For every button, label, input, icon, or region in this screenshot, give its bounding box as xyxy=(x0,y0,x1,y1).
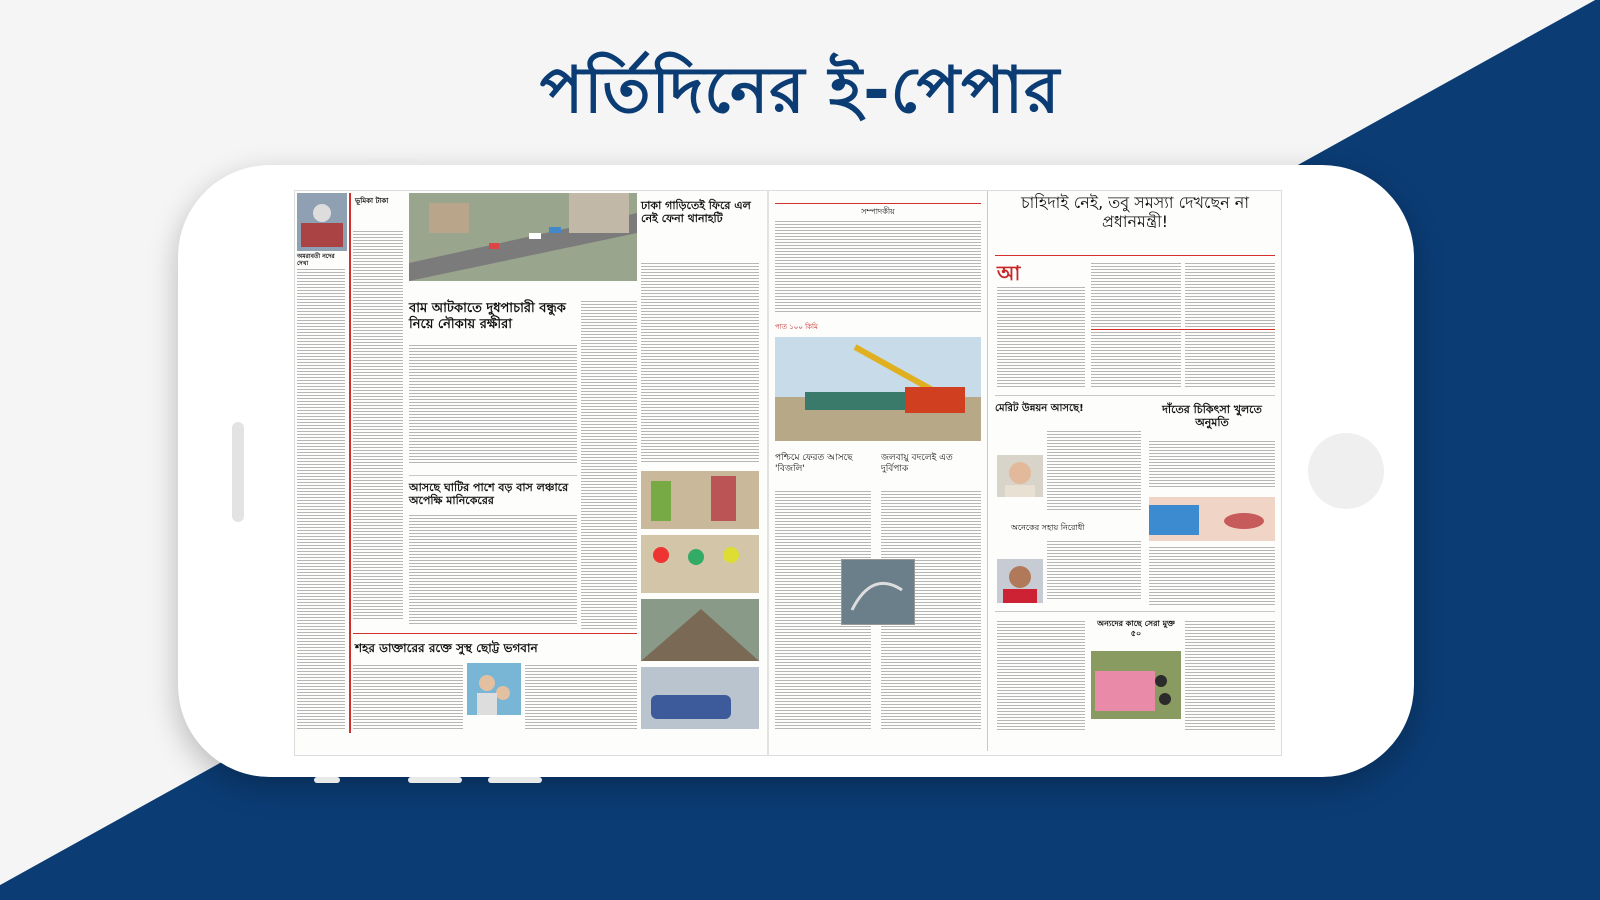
left-divider-1 xyxy=(409,475,577,476)
mid-headline-1: পশ্চিমে ফেরত আসছে 'বিজলি' xyxy=(775,453,853,474)
top-headline-rule xyxy=(995,255,1275,256)
lower-text-2 xyxy=(1185,621,1275,731)
side-text xyxy=(641,263,759,463)
page-gutter xyxy=(767,191,769,755)
lead-headline: বাম আটকাতে দুধপাচারী বন্ধুক নিয়ে নৌকায় রক্ষীরা xyxy=(409,301,566,332)
left-bottom-rule xyxy=(353,633,637,634)
second-headline: আসছে ঘাটির পাশে বড় বাস লঞ্চারে অপেক্ষি মানিকেরের xyxy=(409,481,569,508)
drop-cap: আ xyxy=(997,261,1021,285)
phone-speaker xyxy=(232,422,244,522)
col2-headline: ভূমিকা টাকা xyxy=(355,197,389,205)
headline-5: অনেকের সহায় নিরোধী xyxy=(1011,523,1085,532)
photo-portrait-old-man xyxy=(997,455,1043,497)
side-headline: ঢাকা গাড়িতেই ফিরে এল নেই ফেনা থানাহটি xyxy=(641,199,751,226)
headline-6: অন্যদের কাছে সেরা মুক্ত ৫০ xyxy=(1097,619,1175,638)
editorial-top-rule xyxy=(775,203,981,204)
photo-strip-3 xyxy=(641,599,759,661)
photo-spa xyxy=(1091,651,1181,719)
photo-portrait-man xyxy=(997,559,1043,603)
second-text xyxy=(409,515,577,625)
top-text-1 xyxy=(997,287,1085,387)
lead-text xyxy=(409,345,577,465)
lower-rule xyxy=(995,611,1275,612)
col2-text xyxy=(353,231,403,621)
lower-text-1 xyxy=(997,621,1085,731)
headline-4: দাঁতের চিকিৎসা খুলতে অনুমতি xyxy=(1162,403,1262,430)
headline-3: মেরিট উন্নয়ন আসছে! xyxy=(995,403,1084,414)
col1-headline-1: অমরাবতী নদের দেখা xyxy=(297,253,335,268)
photo-map-inset xyxy=(841,559,915,625)
epaper-screen[interactable] xyxy=(294,190,1282,756)
bottom-headline: শহর ডাক্তারের রক্তে সুস্থ ছোট্ট ভগবান xyxy=(355,641,538,655)
left-red-rule xyxy=(349,193,351,733)
bottom-text xyxy=(353,665,463,731)
right-page[interactable] xyxy=(771,191,1281,755)
top-text-3 xyxy=(1185,263,1275,387)
kicker-1: পাত ১০০ কিমি xyxy=(775,323,818,331)
h5-text xyxy=(1047,541,1141,601)
col1-text xyxy=(297,269,345,729)
editorial-label: সম্পাদকীয় xyxy=(861,207,895,216)
photo-strip-1 xyxy=(641,471,759,529)
bottom-text-2 xyxy=(525,665,637,731)
photo-dental xyxy=(1149,497,1275,541)
phone-button-bottom-2 xyxy=(408,777,462,783)
right-divider xyxy=(987,191,988,751)
phone-home-button[interactable] xyxy=(1308,433,1384,509)
phone-button-top xyxy=(366,159,420,165)
mid-headline-2: জলবায়ু বদলেই এত দুর্বিপাক xyxy=(881,453,953,474)
phone-button-bottom-1 xyxy=(314,777,340,783)
bottom-photo-child xyxy=(467,663,521,715)
photo-crane-boat xyxy=(775,337,981,441)
section-rule xyxy=(995,395,1275,396)
h4-text xyxy=(1149,441,1275,487)
promo-headline: পর্তিদিনের ই-পেপার xyxy=(539,54,1061,128)
photo-strip-2 xyxy=(641,535,759,593)
top-headline: চাহিদাই নেই, তবু সমস্যা দেখছেন না প্রধানমন্ত্রী! xyxy=(1021,193,1249,232)
left-page[interactable] xyxy=(295,191,765,755)
editorial-text xyxy=(775,221,981,313)
h4-text-2 xyxy=(1149,547,1275,607)
lead-photo-flyover xyxy=(409,193,637,281)
top-text-2 xyxy=(1091,263,1181,387)
photo-top-left xyxy=(297,193,347,251)
lead-side-text xyxy=(581,301,637,631)
mid-rule xyxy=(1091,329,1275,330)
phone-button-bottom-3 xyxy=(488,777,542,783)
h3-text xyxy=(1047,431,1141,511)
photo-strip-4 xyxy=(641,667,759,729)
